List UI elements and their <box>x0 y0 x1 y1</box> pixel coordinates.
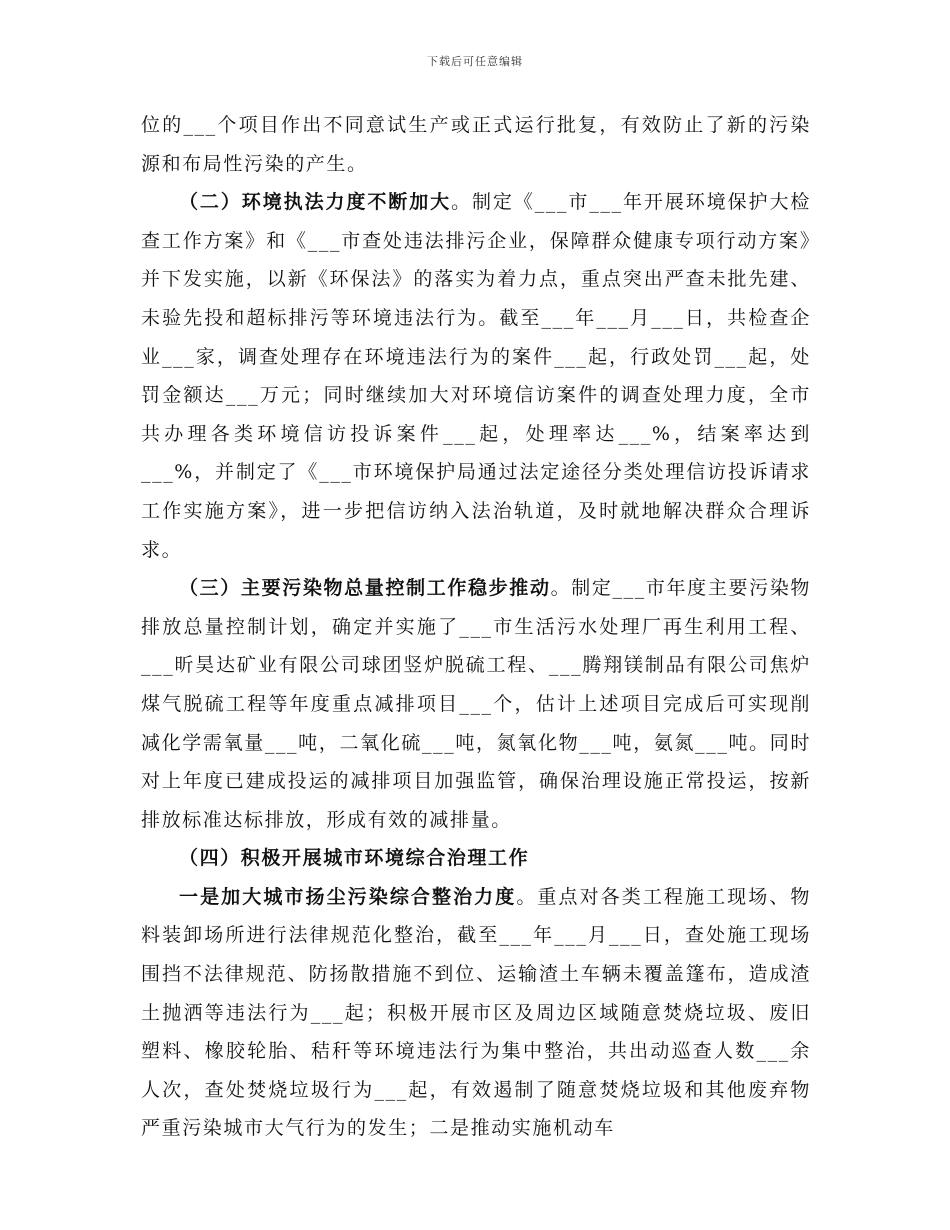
paragraph-3-heading: （三）主要污染物总量控制工作稳步推动 <box>179 577 551 600</box>
paragraph-2-body: 。制定《___市___年开展环境保护大检查工作方案》和《___市查处违法排污企业，保障群众健康专项行动方案》并下发实施，以新《环保法》的落实为着力点，重点突出严查未批先建、未验先投和超标排污等环境违法行为。截至___年___月___日，共检查企业___家，调查处理存在环境违法行为的案件___起，行政处罚___起，处罚金额达___万元；同时继续加大对环境信访案件的调查处理力度，全市共办理各类环境信访投诉案件___起，处理率达___%，结案率达到___%，并制定了《___市环境保护局通过法定途径分类处理信访投诉请求工作实施方案》，进一步把信访纳入法治轨道，及时就地解决群众合理诉求。 <box>141 191 811 561</box>
paragraph-1-body: 位的___个项目作出不同意试生产或正式运行批复，有效防止了新的污染源和布局性污染的产生。 <box>141 114 811 175</box>
paragraph-5-heading: 一是加大城市扬尘污染综合整治力度 <box>179 885 517 908</box>
paragraph-3-body: 。制定___市年度主要污染物排放总量控制计划，确定并实施了___市生活污水处理厂再生利用工程、___昕昊达矿业有限公司球团竖炉脱硫工程、___腾翔镁制品有限公司焦炉煤气脱硫工程等年度重点减排项目___个，估计上述项目完成后可实现削减化学需氧量___吨，二氧化硫___吨，氮氧化物___吨，氨氮___吨。同时对上年度已建成投运的减排项目加强监管，确保治理设施正常投运，按新排放标准达标排放，形成有效的减排量。 <box>141 577 811 831</box>
section-4-heading <box>141 839 811 878</box>
paragraph-3 <box>141 569 811 839</box>
paragraph-2 <box>141 183 811 569</box>
paragraph-5 <box>141 878 811 1148</box>
paragraph-1 <box>141 106 811 183</box>
paragraph-5-body: 。重点对各类工程施工现场、物料装卸场所进行法律规范化整治，截至___年___月___日，查处施工现场围挡不法律规范、防扬散措施不到位、运输渣土车辆未覆盖篷布，造成渣土抛洒等违法行为___起；积极开展市区及周边区域随意焚烧垃圾、废旧塑料、橡胶轮胎、秸秆等环境违法行为集中整治，共出动巡查人数___余人次，查处焚烧垃圾行为___起，有效遏制了随意焚烧垃圾和其他废弃物严重污染城市大气行为的发生；二是推动实施机动车 <box>141 885 811 1140</box>
page-header: 下载后可任意编辑 <box>427 55 523 68</box>
paragraph-2-heading: （二）环境执法力度不断加大 <box>179 191 452 214</box>
section-4-title: （四）积极开展城市环境综合治理工作 <box>179 847 530 870</box>
document-body <box>141 106 811 1148</box>
